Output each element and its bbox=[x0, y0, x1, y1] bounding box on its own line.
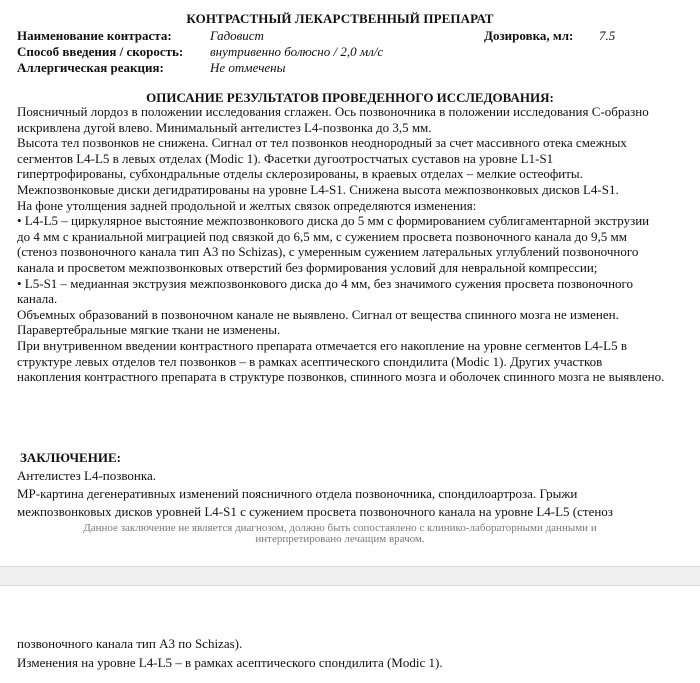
route-label: Способ введения / скорость: bbox=[17, 44, 184, 59]
description-paragraph: • L4-L5 – циркулярное выстояние межпозвонкового диска до 5 мм с формированием сублигаментарной экструзии до 4 мм с краниальной миграцией под связкой до 6,5 мм, с сужением просвета позвоночного канала до 9,5 мм (стеноз позвоночного канала тип А3 по Schizas), с умеренным сужением латеральных углублений позвоночного канала и просветом межпозвонковых отверстий без формирования условий для невральной компрессии; bbox=[17, 213, 650, 275]
contrast-name-label: Наименование контраста: bbox=[17, 28, 172, 43]
description-paragraph: На фоне утолщения задней продольной и желтых связок определяются изменения: bbox=[17, 197, 477, 213]
conclusion-body bbox=[17, 467, 665, 521]
description-paragraph: При внутривенном введении контрастного препарата отмечается его накопление на уровне сегментов L4-L5 в структуре левых отделов тел позвонков – в рамках асептического спондилита (Modic 1). Других участков накопления контрастного препарата в структуре позвонков, спинного мозга и оболочек спинного мозга не выявлено. bbox=[17, 337, 665, 385]
description-paragraph: • L5-S1 – медианная экструзия межпозвонкового диска до 4 мм, без значимого сужения просвета позвоночного канала. bbox=[17, 275, 634, 307]
conclusion-title: ЗАКЛЮЧЕНИЕ: bbox=[20, 450, 121, 465]
conclusion-line: Изменения на уровне L4-L5 – в рамках асептического спондилита (Modic 1). bbox=[17, 655, 443, 670]
conclusion-line: Антелистез L4-позвонка. bbox=[17, 468, 157, 483]
conclusion-line: позвоночного канала тип А3 по Schizas). bbox=[17, 636, 243, 651]
page-separator bbox=[0, 566, 700, 586]
description-title: ОПИСАНИЕ РЕЗУЛЬТАТОВ ПРОВЕДЕННОГО ИССЛЕДОВАНИЯ: bbox=[146, 90, 554, 105]
conclusion-continuation bbox=[17, 634, 677, 672]
description-body bbox=[17, 104, 665, 385]
description-paragraph: Паравертебральные мягкие ткани не изменены. bbox=[17, 322, 281, 338]
description-paragraph: Поясничный лордоз в положении исследования сглажен. Ось позвоночника в положении исследования С-образно искривлена дугой влево. Минимальный антелистез L4-позвонка до 3,5 мм. bbox=[17, 104, 649, 135]
contrast-name-value: Гадовист bbox=[210, 28, 264, 43]
report-page-2 bbox=[0, 586, 700, 683]
description-paragraph: Межпозвонковые диски дегидратированы на уровне L4-S1. Снижена высота межпозвонковых дисков L4-S1. bbox=[17, 181, 619, 197]
allergy-label: Аллергическая реакция: bbox=[17, 60, 164, 75]
allergy-value: Не отмечены bbox=[210, 60, 286, 75]
dose-label: Дозировка, мл: bbox=[484, 28, 574, 43]
description-paragraph: Высота тел позвонков не снижена. Сигнал от тел позвонков неоднородный за счет массивного отека смежных сегментов L4-L5 в левых отделах (Modic 1). Фасетки дугоотростчатых суставов на уровне L1-S1 гипертрофированы, субхондральные отделы склерозированы, в краевых отделах – мелкие остеофиты. bbox=[17, 135, 627, 182]
description-paragraph: Объемных образований в позвоночном канале не выявлено. Сигнал от вещества спинного мозга не изменен. bbox=[17, 306, 619, 322]
dose-value: 7.5 bbox=[599, 28, 616, 43]
route-value: внутривенно болюсно / 2,0 мл/с bbox=[210, 44, 384, 59]
disclaimer-footer: Данное заключение не является диагнозом, должно быть сопоставлено с клинико-лабораторными данными и интерпретировано лечащим врачом. bbox=[83, 522, 597, 545]
conclusion-line: МР-картина дегенеративных изменений поясничного отдела позвоночника, спондилоартроза. Грыжи межпозвонковых дисков уровней L4-S1 с сужением просвета позвоночного канала на уровне L4-L5 (стеноз bbox=[17, 486, 613, 519]
contrast-section-title: КОНТРАСТНЫЙ ЛЕКАРСТВЕННЫЙ ПРЕПАРАТ bbox=[186, 11, 494, 26]
